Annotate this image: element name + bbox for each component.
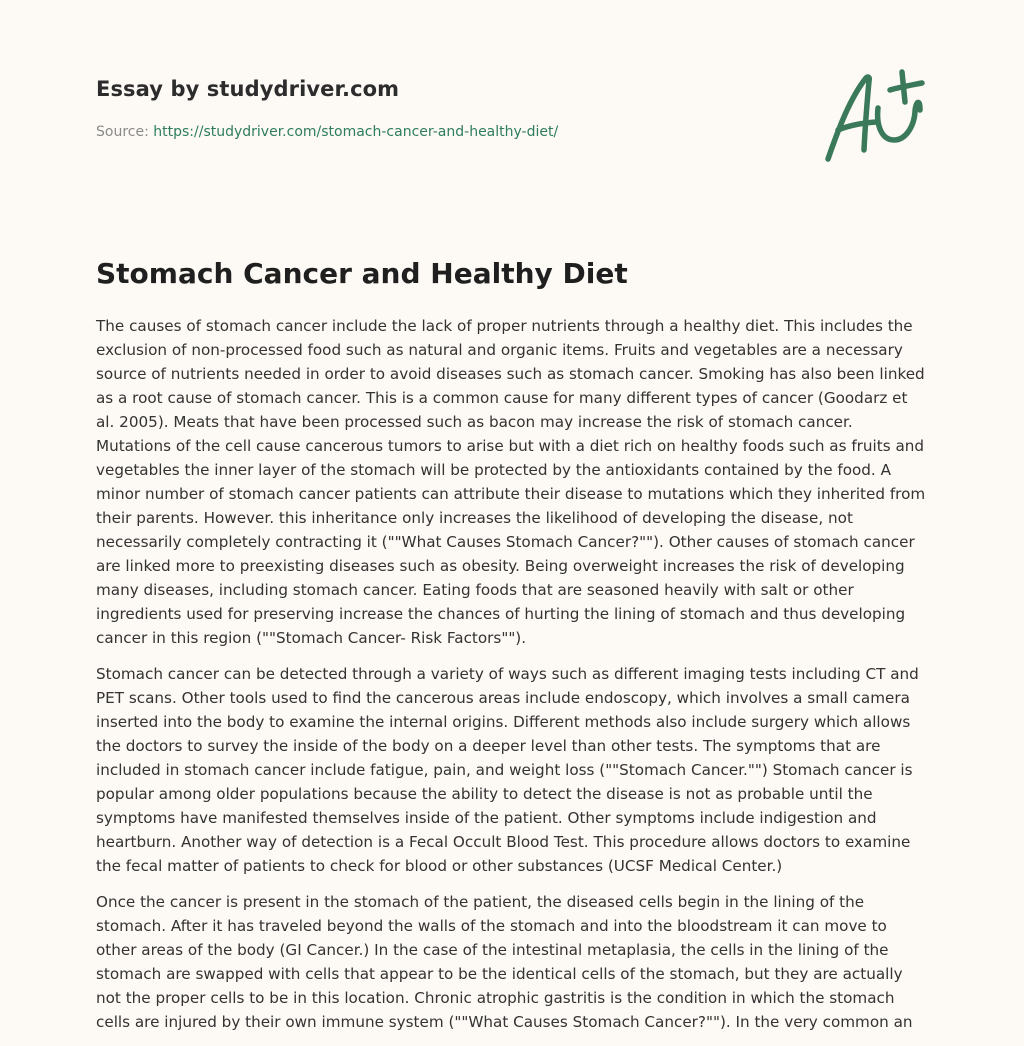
essay-paragraph: Once the cancer is present in the stomach of the patient, the diseased cells begin in the lining of the stomach. After it has traveled beyond the walls of the stomach and into the bloodstream it can move to other areas of the body (GI Cancer.) In the case of the intestinal metaplasia, the cells in the lining of the stomach are swapped with cells that appear to be the identical cells of the stomach, but they are actually not the proper cells to be in this location. Chronic atrophic gastritis is the condition in which the stomach cells are injured by their own immune system (""What Causes Stomach Cancer?""). In the very common an xyxy=(96,893,913,1031)
essay-paragraph: Stomach cancer can be detected through a variety of ways such as different imaging tests including CT and PET scans. Other tools used to find the cancerous areas include endoscopy, which involves a small camera inserted into the body to examine the internal origins. Different methods also include surgery which allows the doctors to survey the inside of the body on a deeper level than other tests. The symptoms that are included in stomach cancer include fatigue, pain, and weight loss (""Stomach Cancer."") Stomach cancer is popular among older populations because the ability to detect the disease is not as probable until the symptoms have manifested themselves inside of the patient. Other symptoms include indigestion and heartburn. Another way of detection is a Fecal Occult Blood Test. This procedure allows doctors to examine the fecal matter of patients to check for blood or other substances (UCSF Medical Center.) xyxy=(96,665,919,875)
source-label: Source: xyxy=(96,124,149,140)
essay-page xyxy=(96,0,928,1034)
essay-body xyxy=(96,314,928,1046)
essay-paragraph: The causes of stomach cancer include the lack of proper nutrients through a healthy diet. This includes the exclusion of non-processed food such as natural and organic items. Fruits and vegetables are a necessary source of nutrients needed in order to avoid diseases such as stomach cancer. Smoking has also been linked as a root cause of stomach cancer. This is a common cause for many different types of cancer (Goodarz et al. 2005). Meats that have been processed such as bacon may increase the risk of stomach cancer. Mutations of the cell cause cancerous tumors to arise but with a diet rich on healthy foods such as fruits and vegetables the inner layer of the stomach will be protected by the antioxidants contained by the food. A minor number of stomach cancer patients can attribute their disease to mutations which they inherited from their parents. However. this inheritance only increases the likelihood of developing the disease, not necessarily completely contracting it (""What Causes Stomach Cancer?""). Other causes of stomach cancer are linked more to preexisting diseases such as obesity. Being overweight increases the risk of developing many diseases, including stomach cancer. Eating foods that are seasoned heavily with salt or other ingredients used for preserving increase the chances of hurting the lining of stomach and thus developing cancer in this region (""Stomach Cancer- Risk Factors""). xyxy=(96,317,926,647)
source-line xyxy=(96,124,558,140)
source-link[interactable]: https://studydriver.com/stomach-cancer-and-healthy-diet/ xyxy=(153,124,559,140)
a-plus-logo-icon xyxy=(824,68,928,168)
essay-title: Stomach Cancer and Healthy Diet xyxy=(96,257,628,290)
site-title: Essay by studydriver.com xyxy=(96,77,400,101)
